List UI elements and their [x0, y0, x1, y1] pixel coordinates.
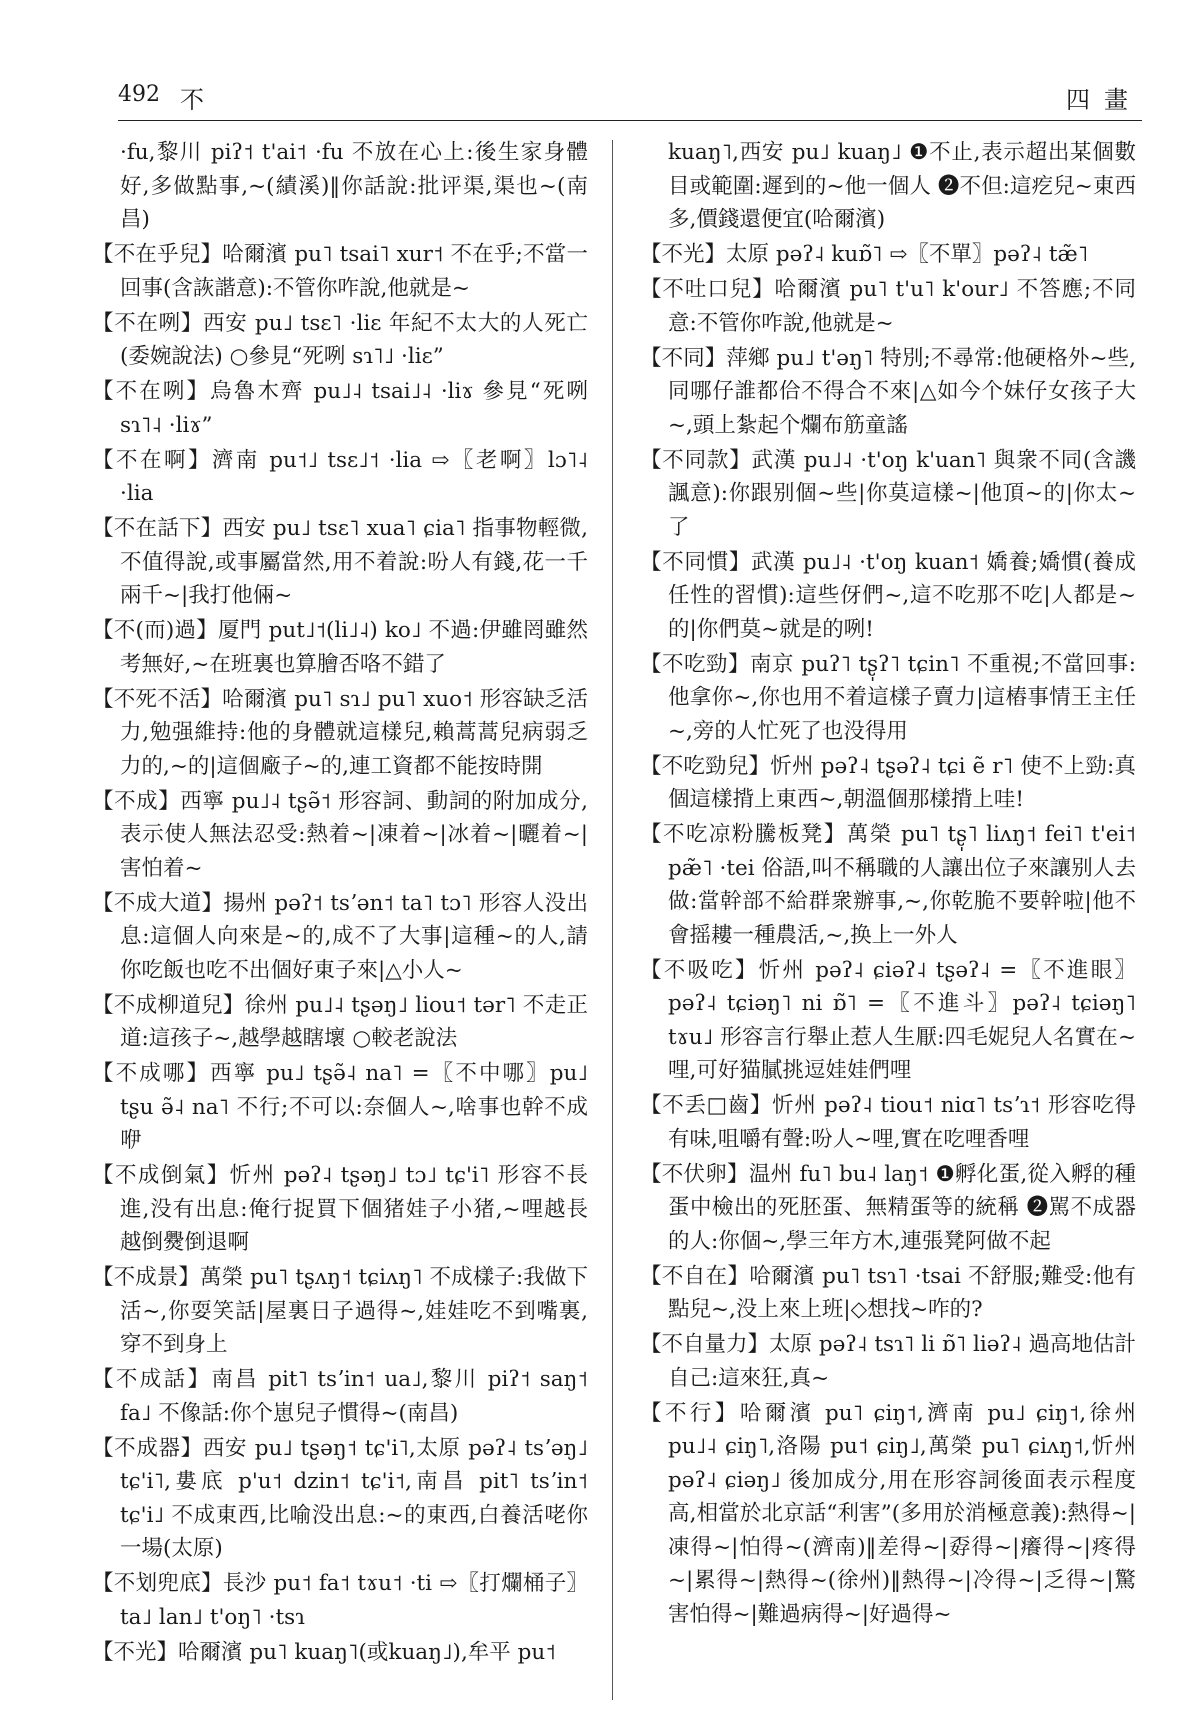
dictionary-entry: 【不吐口兒】哈爾濱 pu˥ t'u˥ k'our˩ 不答應;不同意:不管你咋說,他就是~: [640, 277, 1136, 336]
dictionary-entry: 【不成景】萬榮 pu˥ tʂʌŋ˦ tɕiʌŋ˥ 不成樣子:我做下活~,你耍笑話|屋裏日子過得~,娃娃吃不到嘴裏,穿不到身上: [92, 1265, 588, 1357]
dictionary-entry: 【不成大道】揚州 pəʔ˦ tsʼən˦ ta˥ tɔ˥ 形容人没出息:這個人向來是~的,成不了大事|這種~的人,請你吃飯也吃不出個好東子來|△小人~: [92, 890, 588, 983]
dictionary-entry: 【不成倒氣】忻州 pəʔ˨ tʂəŋ˩ tɔ˩ tɕ'i˥ 形容不長進,没有出息:俺行捉買下個猪娃子小猪,~哩越長越倒㸑倒退啊: [92, 1163, 588, 1255]
page-header: [118, 78, 1142, 121]
column-divider: [612, 140, 613, 1700]
dictionary-entry: ·fu,黎川 piʔ˦ t'ai˦ ·fu 不放在心上:後生家身體好,多做點事,~(績溪)‖你話說:批评渠,渠也~(南昌): [120, 140, 588, 232]
dictionary-entry: 【不在話下】西安 pu˩ tsɛ˥ xua˥ ɕia˥ 指事物輕微,不值得說,或事屬當然,用不着說:吩人有錢,花一千兩千~|我打他倆~: [92, 516, 588, 608]
dictionary-entry: 【不成柳道兒】徐州 pu˩˨ tʂəŋ˩ liou˦ tər˥ 不走正道:這孩子~,越學越瞎壞 ○較老說法: [92, 992, 588, 1051]
dictionary-entry: 【不在咧】西安 pu˩ tsɛ˥ ·liɛ 年紀不太大的人死亡(委婉說法) ○參見“死咧 sɿ˥˩ ·liɛ”: [92, 310, 588, 369]
dictionary-entry: 【不自在】哈爾濱 pu˥ tsɿ˥ ·tsai 不舒服;難受:他有點兒~,没上來上班|◇想找~咋的?: [640, 1263, 1136, 1322]
dictionary-entry: 【不成器】西安 pu˩ tʂəŋ˦ tɕ'i˥,太原 pəʔ˨ tsʼəŋ˩ tɕ'i˥,婁底 p'u˦ dzin˦ tɕ'i˦,南昌 pit˥ tsʼin˦ tɕ'i˩ 不成東西,比喻没出息:~的東西,白養活咾你一場(太原): [92, 1435, 588, 1561]
dictionary-entry: 【不吸吃】忻州 pəʔ˨ ɕiəʔ˨ tʂəʔ˨ =〖不進眼〗pəʔ˨ tɕiəŋ˥ ni ɒ̃˥ =〖不進斗〗pəʔ˨ tɕiəŋ˥ tɤu˩ 形容言行舉止惹人生厭:四毛妮兒人名實在~哩,可好猫膩挑逗娃娃們哩: [640, 957, 1136, 1083]
dictionary-entry: 【不光】太原 pəʔ˨ kuɒ̃˥ ⇨〖不單〗pəʔ˨ tæ̃˥: [640, 242, 1089, 267]
dictionary-entry: 【不在啊】濟南 pu˦˩ tsɛ˩˦ ·lia ⇨〖老啊〗lɔ˥˨ ·lia: [92, 447, 588, 506]
dictionary-entry: 【不丢□齒】忻州 pəʔ˨ tiou˦ niɑ˥ tsʼɿ˦ 形容吃得有味,咀嚼有聲:吩人~哩,實在吃哩香哩: [640, 1093, 1136, 1152]
dictionary-entry: 【不吃勁兒】忻州 pəʔ˨ tʂəʔ˨ tɕi ẽ r˥ 使不上勁:真個這樣揹上東西~,朝溫個那樣揹上哇!: [640, 753, 1136, 812]
dictionary-entry: 【不伏卵】温州 fu˥ bu˨ laŋ˦ ❶孵化蛋,從入孵的種蛋中檢出的死胚蛋、無精蛋等的統稱 ❷駡不成器的人:你個~,學三年方木,連張凳阿做不起: [640, 1161, 1136, 1254]
dictionary-entry: 【不吃凉粉騰板凳】萬榮 pu˥ tʂ̩˥ liʌŋ˦ fei˥ t'ei˦ pæ̃˥ ·tei 俗語,叫不稱職的人讓出位子來讓别人去做:當幹部不給群衆辦事,~,你乾脆不要幹啦|他不會摇耬一種農活,~,换上一外人: [640, 822, 1136, 948]
dictionary-entry: 【不同】萍鄉 pu˩ t'əŋ˥ 特別;不尋常:他硬格外~些,同哪仔誰都佮不得合不來|△如今个妹仔女孩子大~,頭上紮起个爛布筋童謠: [640, 345, 1136, 438]
dictionary-entry: 【不同慣】武漢 pu˩˨ ·t'oŋ kuan˦ 嬌養;嬌慣(養成任性的習慣):這些伢們~,這不吃那不吃|人都是~的|你們莫~就是的咧!: [640, 549, 1136, 642]
dictionary-entry: 【不自量力】太原 pəʔ˨ tsɿ˥ li ɒ̃˥ liəʔ˨ 過高地估計自己:這來狂,真~: [640, 1332, 1136, 1391]
dictionary-entry: 【不成】西寧 pu˩˨ tʂə̃˦ 形容詞、動詞的附加成分,表示使人無法忍受:熱着~|凍着~|冰着~|曬着~|害怕着~: [92, 788, 588, 881]
dictionary-entry: 【不在咧】烏魯木齊 pu˩˨ tsai˩˨ ·liɤ 參見“死咧 sɿ˥˨ ·liɤ”: [92, 379, 588, 438]
head-character: 不: [180, 86, 204, 114]
dictionary-entry: 【不吃勁】南京 puʔ˥ tʂ̩ʔ˥ tɕin˥ 不重視;不當回事:他拿你~,你也用不着這樣子賣力|這樁事情王主任~,旁的人忙死了也没得用: [640, 651, 1136, 744]
dictionary-entry: 【不划兜底】長沙 pu˦ fa˦ tɤu˦ ·ti ⇨〖打爛桶子〗ta˩ lan˩ t'oŋ˥ ·tsɿ: [92, 1571, 588, 1630]
dictionary-entry: 【不(而)過】厦門 put˩˦(li˩˨) ko˩ 不過:伊雖罔雖然考無好,~在班裏也算膾否咯不錯了: [92, 618, 588, 677]
dictionary-entry: 【不同款】武漢 pu˩˨ ·t'oŋ k'uan˥ 與衆不同(含譏諷意):你跟别個~些|你莫這樣~|他頂~的|你太~了: [640, 447, 1136, 540]
dictionary-entry: 【不死不活】哈爾濱 pu˥ sɿ˩ pu˥ xuo˦ 形容缺乏活力,勉强維持:他的身體就這樣兒,賴蒿蒿兒病弱乏力的,~的|這個廠子~的,連工資都不能按時開: [92, 686, 588, 779]
dictionary-entry: 【不光】哈爾濱 pu˥ kuaŋ˥(或kuaŋ˩),牟平 pu˦: [92, 1639, 556, 1665]
dictionary-entry: 【不成哪】西寧 pu˩ tʂə̃˨ na˥ =〖不中哪〗pu˩ tʂu ə̃˨ na˥ 不行;不可以:奈個人~,啥事也幹不成咿: [92, 1061, 588, 1153]
right-column: [640, 136, 1136, 1633]
dictionary-entry: 【不在乎兒】哈爾濱 pu˥ tsai˥ xur˦ 不在乎;不當一回事(含詼諧意):不管你咋說,他就是~: [92, 242, 588, 301]
dictionary-entry: kuaŋ˥,西安 pu˩ kuaŋ˩ ❶不止,表示超出某個數目或範圍:遲到的~他一個人 ❷不但:這疙兒~東西多,價錢還便宜(哈爾濱): [668, 140, 1136, 232]
dictionary-entry: 【不行】哈爾濱 pu˥ ɕiŋ˦,濟南 pu˩ ɕiŋ˦,徐州 pu˩˨ ɕiŋ˥,洛陽 pu˦ ɕiŋ˩,萬榮 pu˥ ɕiʌŋ˦,忻州 pəʔ˨ ɕiəŋ˩ 後加成分,用在形容詞後面表示程度高,相當於北京話“利害”(多用於消極意義):熱得~|凍得~|怕得~(濟南)‖差得~|孬得~|癢得~|疼得~|累得~|熱得~(徐州)‖熱得~|冷得~|乏得~|驚害怕得~|難過病得~|好過得~: [640, 1400, 1136, 1627]
left-column: [92, 136, 588, 1671]
section-label: 四畫: [1066, 86, 1142, 114]
dictionary-entry: 【不成話】南昌 pit˥ tsʼin˦ ua˩,黎川 piʔ˦ saŋ˦ fa˩ 不像話:你个崽兒子慣得~(南昌): [92, 1367, 588, 1426]
page-number: 492: [118, 82, 160, 107]
